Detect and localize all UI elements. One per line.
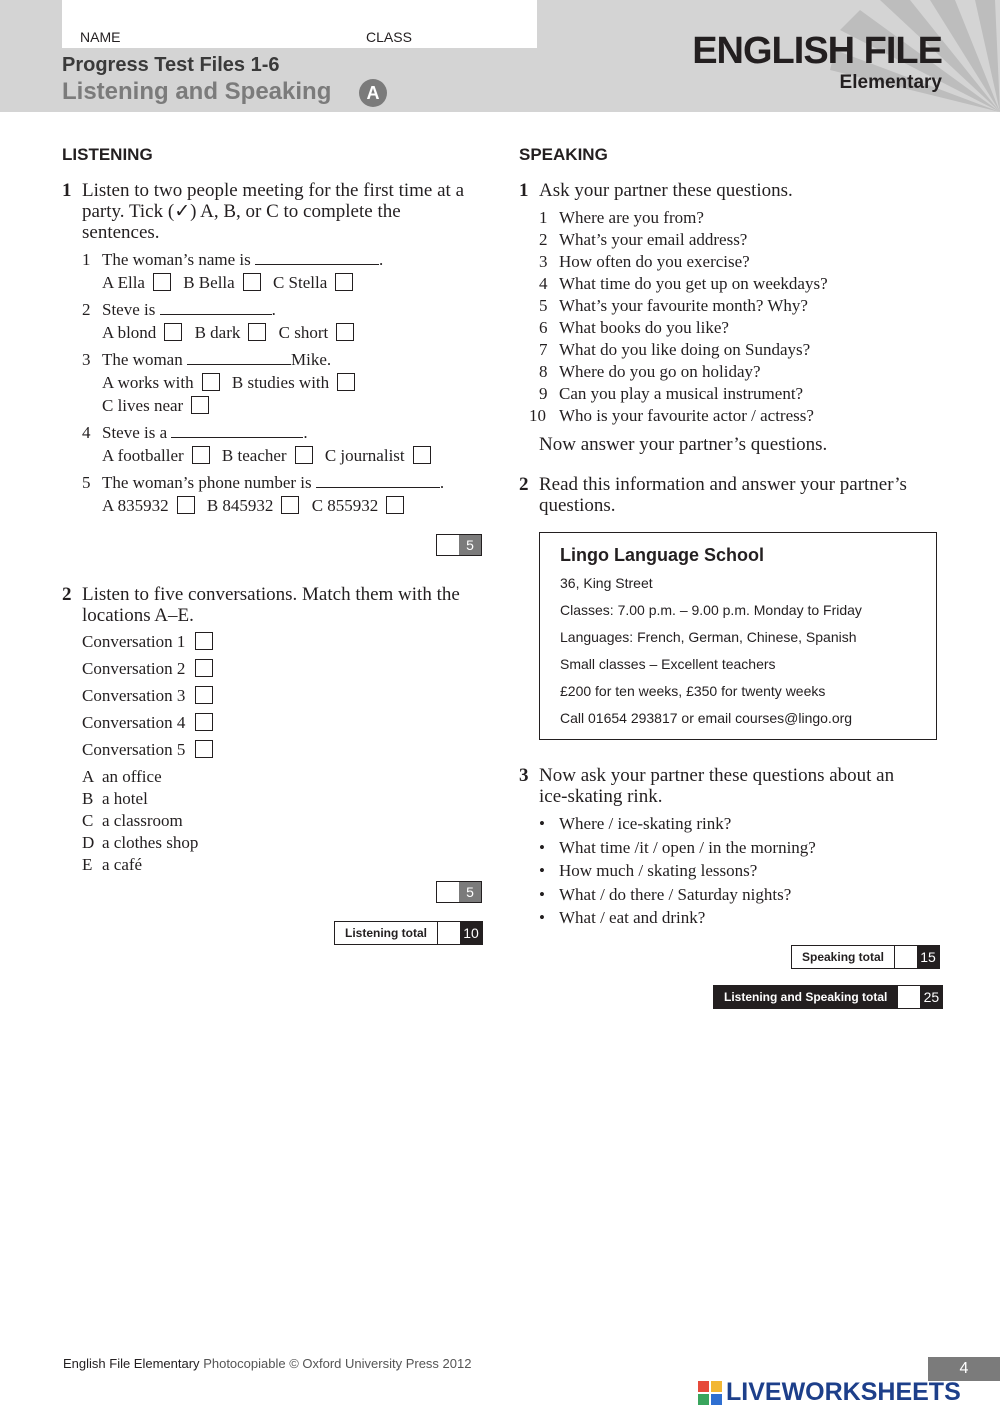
- class-label: CLASS: [366, 29, 412, 45]
- info-line-2: Classes: 7.00 p.m. – 9.00 p.m. Monday to Friday: [560, 602, 862, 618]
- listening-q1-line2: party. Tick (✓) A, B, or C to complete the: [82, 201, 401, 222]
- item-number: 1: [82, 250, 91, 269]
- question-number: 7: [539, 340, 548, 359]
- speaking-question-10: [529, 406, 814, 426]
- answer-box[interactable]: [195, 713, 213, 731]
- answer-blank[interactable]: [171, 423, 303, 438]
- question-number: 3: [539, 252, 548, 271]
- info-line-5: £200 for ten weeks, £350 for twenty weeks: [560, 683, 826, 699]
- item-number: 2: [82, 300, 91, 319]
- question-number: 2: [539, 230, 548, 249]
- listening-q2-line2: locations A–E.: [82, 605, 194, 626]
- location-text: a clothes shop: [102, 833, 199, 852]
- speaking-q1-number: 1: [519, 180, 529, 201]
- speaking-question-8: [539, 362, 761, 382]
- option-label: B teacher: [221, 446, 287, 465]
- question-text: What books do you like?: [559, 318, 729, 337]
- listening-item-4-options: [102, 446, 439, 466]
- tick-box[interactable]: [192, 446, 210, 464]
- bullet-icon: •: [539, 814, 545, 833]
- option-label: B studies with: [231, 373, 330, 392]
- score-max: 5: [459, 882, 481, 902]
- answer-blank[interactable]: [255, 250, 379, 265]
- speaking-title: SPEAKING: [519, 145, 608, 164]
- footer-book: English File Elementary: [63, 1356, 200, 1371]
- conversation-5: [82, 740, 221, 760]
- score-input[interactable]: [437, 882, 459, 902]
- item-text: The woman’s phone number is: [102, 473, 312, 492]
- question-text: How often do you exercise?: [559, 252, 750, 271]
- listening-item-2-options: [102, 323, 362, 343]
- listening-q1-line1: Listen to two people meeting for the first time at a: [82, 180, 465, 201]
- option-label: C journalist: [324, 446, 405, 465]
- listening-q1-number: 1: [62, 180, 72, 201]
- conversation-2: [82, 659, 221, 679]
- listening-item-4: [82, 423, 308, 443]
- listening-item-3: [82, 350, 331, 370]
- speaking-q2-line1: Read this information and answer your partner’s: [539, 474, 907, 495]
- question-number: 8: [539, 362, 548, 381]
- answer-blank[interactable]: [316, 473, 440, 488]
- listening-item-1: [82, 250, 383, 270]
- total-label: Speaking total: [802, 950, 885, 964]
- page-header: [0, 0, 1000, 112]
- conversation-label: Conversation 3: [82, 686, 186, 705]
- brand-title: ENGLISH FILE: [692, 30, 942, 72]
- answer-blank[interactable]: [160, 300, 272, 315]
- bullet-text: What / eat and drink?: [559, 908, 706, 927]
- info-title: Lingo Language School: [560, 545, 764, 565]
- bullet-icon: •: [539, 885, 545, 904]
- option-label: B dark: [194, 323, 241, 342]
- item-after: .: [439, 473, 445, 492]
- bullet-question-1: [539, 814, 731, 834]
- tick-box[interactable]: [177, 496, 195, 514]
- name-label: NAME: [80, 29, 121, 45]
- tick-box[interactable]: [386, 496, 404, 514]
- listening-q1-score: [436, 534, 482, 556]
- item-after: .: [378, 250, 384, 269]
- location-e: [82, 855, 142, 875]
- question-number: 6: [539, 318, 548, 337]
- tick-box[interactable]: [335, 273, 353, 291]
- option-label: A blond: [102, 323, 157, 342]
- grand-total-max: 25: [920, 986, 942, 1008]
- total-max: 15: [917, 946, 939, 968]
- speaking-q3-line1: Now ask your partner these questions about an: [539, 765, 895, 786]
- location-letter: A: [82, 767, 95, 786]
- page-number: 4: [928, 1357, 1000, 1381]
- question-number: 1: [539, 208, 548, 227]
- info-line-3: Languages: French, German, Chinese, Spanish: [560, 629, 857, 645]
- item-after: Mike.: [290, 350, 332, 369]
- speaking-total: [791, 945, 940, 969]
- tick-box[interactable]: [248, 323, 266, 341]
- speaking-q1-intro: Ask your partner these questions.: [539, 180, 793, 201]
- bullet-icon: •: [539, 861, 545, 880]
- location-text: a classroom: [102, 811, 183, 830]
- bullet-text: What / do there / Saturday nights?: [559, 885, 792, 904]
- speaking-q2-number: 2: [519, 474, 529, 495]
- tick-box[interactable]: [337, 373, 355, 391]
- question-text: What time do you get up on weekdays?: [559, 274, 828, 293]
- option-label: C lives near: [102, 396, 184, 415]
- footer-copyright: Photocopiable © Oxford University Press 2012: [203, 1356, 472, 1371]
- tick-box[interactable]: [153, 273, 171, 291]
- option-label: C short: [278, 323, 329, 342]
- option-label: A works with: [102, 373, 194, 392]
- answer-box[interactable]: [195, 740, 213, 758]
- location-d: [82, 833, 198, 853]
- conversation-label: Conversation 1: [82, 632, 186, 651]
- location-letter: C: [82, 811, 94, 830]
- total-input[interactable]: [894, 946, 917, 968]
- question-number: 5: [539, 296, 548, 315]
- listening-item-2: [82, 300, 276, 320]
- tick-box[interactable]: [202, 373, 220, 391]
- school-info-box: [539, 532, 937, 740]
- speaking-question-4: [539, 274, 828, 294]
- location-c: [82, 811, 183, 831]
- answer-box[interactable]: [195, 632, 213, 650]
- item-number: 3: [82, 350, 91, 369]
- location-a: [82, 767, 162, 787]
- tick-box[interactable]: [336, 323, 354, 341]
- item-text: Steve is: [102, 300, 156, 319]
- test-subtitle: Listening and Speaking: [62, 78, 332, 105]
- option-label: A 835932: [102, 496, 169, 515]
- location-letter: E: [82, 855, 93, 874]
- speaking-question-7: [539, 340, 810, 360]
- tick-box[interactable]: [413, 446, 431, 464]
- listening-q2-line1: Listen to five conversations. Match them with the: [82, 584, 460, 605]
- score-input[interactable]: [437, 535, 459, 555]
- answer-box[interactable]: [195, 659, 213, 677]
- location-letter: D: [82, 833, 95, 852]
- total-label: Listening total: [345, 926, 427, 940]
- option-label: B 845932: [206, 496, 274, 515]
- tick-box[interactable]: [281, 496, 299, 514]
- listening-q2-score: [436, 881, 482, 903]
- conversation-label: Conversation 2: [82, 659, 186, 678]
- location-b: [82, 789, 148, 809]
- tick-box[interactable]: [295, 446, 313, 464]
- answer-blank[interactable]: [187, 350, 291, 365]
- bullet-question-4: [539, 885, 791, 905]
- question-text: Where are you from?: [559, 208, 704, 227]
- item-text: The woman’s name is: [102, 250, 251, 269]
- location-text: a hotel: [102, 789, 148, 808]
- option-label: A footballer: [102, 446, 184, 465]
- speaking-question-5: [539, 296, 808, 316]
- total-max: 10: [460, 922, 482, 944]
- item-number: 4: [82, 423, 91, 442]
- conversation-label: Conversation 4: [82, 713, 186, 732]
- footer: [63, 1356, 471, 1371]
- grand-total: [713, 985, 943, 1009]
- bullet-text: Where / ice-skating rink?: [559, 814, 732, 833]
- question-text: What’s your email address?: [559, 230, 748, 249]
- speaking-question-3: [539, 252, 750, 272]
- option-label: B Bella: [183, 273, 235, 292]
- location-letter: B: [82, 789, 94, 808]
- listening-item-1-options: [102, 273, 361, 293]
- item-after: .: [303, 423, 308, 442]
- speaking-q3-line2: ice-skating rink.: [539, 786, 663, 807]
- info-line-1: 36, King Street: [560, 575, 653, 591]
- question-text: What do you like doing on Sundays?: [559, 340, 811, 359]
- score-max: 5: [459, 535, 481, 555]
- item-text: Steve is a: [102, 423, 168, 442]
- question-text: Who is your favourite actor / actress?: [559, 406, 814, 425]
- liveworksheets-logo-icon: [698, 1381, 722, 1405]
- bullet-question-3: [539, 861, 757, 881]
- speaking-question-1: [539, 208, 704, 228]
- bullet-text: How much / skating lessons?: [559, 861, 758, 880]
- listening-title: LISTENING: [62, 145, 153, 164]
- option-label: C 855932: [311, 496, 379, 515]
- bullet-icon: •: [539, 908, 545, 927]
- item-after: .: [271, 300, 276, 319]
- listening-item-5-options: [102, 496, 412, 516]
- listening-q1-line3: sentences.: [82, 222, 160, 243]
- question-text: What’s your favourite month? Why?: [559, 296, 808, 315]
- total-input[interactable]: [437, 922, 460, 944]
- bullet-icon: •: [539, 838, 545, 857]
- conversation-1: [82, 632, 221, 652]
- item-number: 5: [82, 473, 91, 492]
- conversation-label: Conversation 5: [82, 740, 186, 759]
- option-label: A Ella: [102, 273, 145, 292]
- info-line-4: Small classes – Excellent teachers: [560, 656, 776, 672]
- listening-item-3-options: [102, 373, 363, 393]
- question-text: Can you play a musical instrument?: [559, 384, 804, 403]
- question-number: 9: [539, 384, 548, 403]
- grand-total-label: Listening and Speaking total: [724, 990, 888, 1004]
- speaking-q1-outro: Now answer your partner’s questions.: [539, 434, 828, 455]
- location-text: a café: [102, 855, 143, 874]
- conversation-4: [82, 713, 221, 733]
- speaking-question-9: [539, 384, 803, 404]
- listening-q2-number: 2: [62, 584, 72, 605]
- name-class-box: [62, 0, 537, 48]
- bullet-question-2: [539, 838, 816, 858]
- grand-total-input[interactable]: [897, 986, 920, 1008]
- item-text: The woman: [102, 350, 183, 369]
- question-number: 10: [529, 406, 546, 425]
- speaking-q3-number: 3: [519, 765, 529, 786]
- speaking-q2-line2: questions.: [539, 495, 616, 516]
- answer-box[interactable]: [195, 686, 213, 704]
- listening-item-3-options-2: [102, 396, 217, 416]
- question-number: 4: [539, 274, 548, 293]
- tick-box[interactable]: [164, 323, 182, 341]
- tick-box[interactable]: [243, 273, 261, 291]
- tick-box[interactable]: [191, 396, 209, 414]
- listening-item-5: [82, 473, 444, 493]
- version-badge: A: [359, 79, 387, 107]
- conversation-3: [82, 686, 221, 706]
- info-line-6: Call 01654 293817 or email courses@lingo.org: [560, 710, 853, 726]
- speaking-question-2: [539, 230, 747, 250]
- question-text: Where do you go on holiday?: [559, 362, 761, 381]
- bullet-question-5: [539, 908, 705, 928]
- test-title: Progress Test Files 1-6: [62, 54, 280, 76]
- brand-level: Elementary: [839, 72, 942, 93]
- location-text: an office: [102, 767, 162, 786]
- option-label: C Stella: [272, 273, 328, 292]
- bullet-text: What time /it / open / in the morning?: [559, 838, 816, 857]
- liveworksheets-watermark[interactable]: LIVEWORKSHEETS: [726, 1378, 961, 1406]
- listening-total: [334, 921, 483, 945]
- speaking-question-6: [539, 318, 729, 338]
